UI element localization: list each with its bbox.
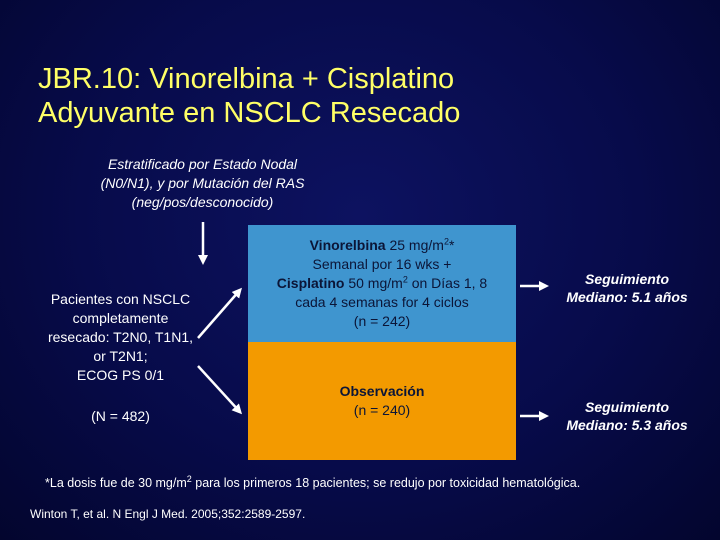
stratification-line-3: (neg/pos/desconocido) <box>131 194 274 210</box>
dose-vinorelbine-suffix: * <box>448 237 455 253</box>
treatment-arm-box <box>248 225 516 342</box>
dose-cisplatin: 50 mg/m <box>344 275 403 291</box>
observation-arm-n: (n = 240) <box>353 402 411 418</box>
footnote-suffix: para los primeros 18 pacientes; se redujo por toxicidad hematológica. <box>191 476 581 490</box>
patients-line-1: Pacientes con NSCLC <box>50 291 191 307</box>
followup-observation <box>547 398 707 434</box>
followup-treatment-line-1: Seguimiento <box>584 271 669 287</box>
treatment-arm-n: (n = 242) <box>353 313 411 329</box>
followup-observation-line-1: Seguimiento <box>584 399 669 415</box>
patients-total: (N = 482) <box>91 408 150 424</box>
followup-treatment-line-2: Mediano: 5.1 años <box>566 289 688 305</box>
drug-cisplatin: Cisplatino <box>276 275 345 291</box>
treatment-line-3 <box>277 274 487 293</box>
footnote-sup: 2 <box>186 473 192 484</box>
treatment-line-1 <box>310 236 455 255</box>
footnote <box>45 475 705 491</box>
title-line-1: JBR.10: Vinorelbina + Cisplatino <box>38 63 455 95</box>
dose-cisplatin-sup: 2 <box>402 274 408 285</box>
stratification-line-2: (N0/N1), y por Mutación del RAS <box>100 175 305 191</box>
patients-line-3: resecado: T2N0, T1N1, <box>47 329 193 345</box>
patients-line-2: completamente <box>72 310 169 326</box>
dose-vinorelbine-sup: 2 <box>443 236 449 247</box>
dose-vinorelbine: 25 mg/m <box>385 237 444 253</box>
dose-cisplatin-suffix: on Días 1, 8 <box>407 275 488 291</box>
patients-line-4: or T2N1; <box>93 348 148 364</box>
patient-population <box>28 290 213 385</box>
stratification-line-1: Estratificado por Estado Nodal <box>107 156 298 172</box>
treatment-line-4: cada 4 semanas for 4 ciclos <box>295 294 469 310</box>
observation-arm-box <box>248 342 516 460</box>
title-line-2: Adyuvante en NSCLC Resecado <box>38 97 461 129</box>
citation: Winton T, et al. N Engl J Med. 2005;352:2589-2597. <box>30 507 306 521</box>
patients-line-5: ECOG PS 0/1 <box>76 367 165 383</box>
treatment-line-2: Semanal por 16 wks + <box>312 256 452 272</box>
observation-label: Observación <box>339 383 425 399</box>
drug-vinorelbine: Vinorelbina <box>309 237 386 253</box>
followup-treatment <box>547 270 707 306</box>
followup-observation-line-2: Mediano: 5.3 años <box>566 417 688 433</box>
footnote-prefix: *La dosis fue de 30 mg/m <box>45 476 187 490</box>
